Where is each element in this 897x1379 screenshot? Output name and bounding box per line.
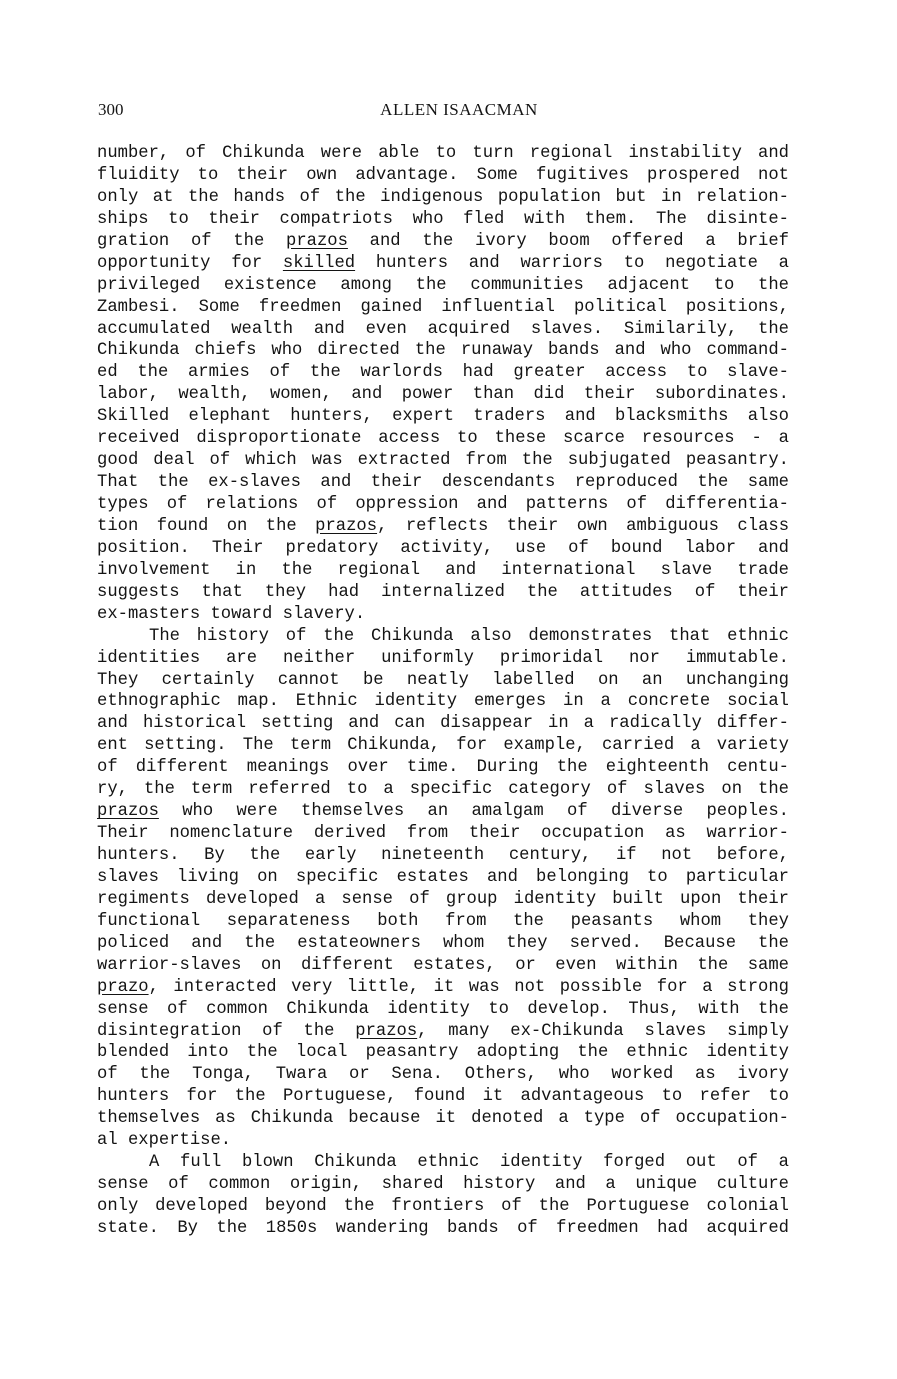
text-line: ex-masters toward slavery. <box>97 604 366 624</box>
line-text-before: opportunity for <box>97 253 283 273</box>
text-line: accumulated wealth and even acquired slaves. Similarily, the <box>97 319 789 339</box>
text-line: state. By the 1850s wandering bands of freedmen had acquired <box>97 1218 789 1238</box>
text-line: al expertise. <box>97 1131 232 1151</box>
text-line: policed and the estateowners whom they served. Because the <box>97 933 789 953</box>
text-line: Skilled elephant hunters, expert traders and blacksmiths also <box>97 407 789 427</box>
text-line: only developed beyond the frontiers of the Portuguese colonial <box>97 1197 789 1216</box>
text-line: ships to their compatriots who fled with them. The disinte- <box>97 209 789 229</box>
text-line <box>97 801 789 823</box>
text-line: types of relations of oppression and patterns of differentia- <box>97 495 789 514</box>
text-line: themselves as Chikunda because it denoted a type of occupation- <box>97 1109 789 1129</box>
text-line: hunters. By the early nineteenth century, if not before, <box>97 846 789 865</box>
page-header <box>98 100 790 124</box>
text-line: ethnographic map. Ethnic identity emerges in a concrete social <box>97 692 789 712</box>
page-number: 300 <box>98 100 124 119</box>
text-line: Zambesi. Some freedmen gained influential political positions, <box>97 297 789 317</box>
underlined-term: prazos <box>286 231 348 251</box>
text-line: fluidity to their own advantage. Some fugitives prospered not <box>97 165 789 185</box>
underlined-term: prazos <box>315 516 378 536</box>
text-line: identities are neither uniformly primoridal nor immutable. <box>97 648 789 668</box>
text-line: labor, wealth, women, and power than did their subordinates. <box>97 385 789 405</box>
line-text-before: gration of the <box>97 231 287 251</box>
text-line: functional separateness both from the peasants whom they <box>97 911 789 931</box>
text-line: warrior-slaves on different estates, or even within the same <box>97 955 789 975</box>
text-line: involvement in the regional and international slave trade <box>97 560 789 580</box>
line-text-after: and the ivory boom offered a brief <box>347 231 789 251</box>
text-line <box>97 516 789 538</box>
line-text-after: , reflects their own ambiguous class <box>377 516 789 536</box>
text-line: That the ex-slaves and their descendants reproduced the same <box>97 473 789 493</box>
line-text-before: tion found on the <box>97 516 316 536</box>
line-text-before: disintegration of the <box>97 1021 356 1041</box>
text-line: and historical setting and can disappear in a radically differ- <box>97 714 789 734</box>
text-line: privileged existence among the communities adjacent to the <box>97 275 789 295</box>
running-head: ALLEN ISAACMAN <box>380 100 538 119</box>
text-line: slaves living on specific estates and belonging to particular <box>97 867 789 887</box>
text-line: sense of common origin, shared history and a unique culture <box>97 1175 789 1195</box>
text-line: blended into the local peasantry adopting the ethnic identity <box>97 1043 789 1063</box>
text-line: position. Their predatory activity, use of bound labor and <box>97 538 789 558</box>
underlined-term: prazos <box>97 802 159 822</box>
text-line: ry, the term referred to a specific category of slaves on the <box>97 780 789 800</box>
body-text <box>97 143 789 1240</box>
text-line <box>97 231 789 253</box>
text-line: hunters for the Portuguese, found it advantageous to refer to <box>97 1087 789 1107</box>
text-line: sense of common Chikunda identity to develop. Thus, with the <box>97 999 789 1019</box>
line-text-after: , many ex-Chikunda slaves simply <box>417 1021 789 1041</box>
underlined-term: prazo <box>97 977 149 997</box>
underlined-term: prazos <box>355 1021 418 1041</box>
text-line: ed the armies of the warlords had greater access to slave- <box>97 363 789 383</box>
text-line <box>97 1021 789 1043</box>
text-line: They certainly cannot be neatly labelled on an unchanging <box>97 670 789 690</box>
text-line: suggests that they had internalized the attitudes of their <box>97 582 789 602</box>
text-line: A full blown Chikunda ethnic identity forged out of a <box>149 1153 789 1173</box>
text-line: received disproportionate access to these scarce resources - a <box>97 429 789 449</box>
text-line: number, of Chikunda were able to turn regional instability and <box>97 144 789 163</box>
text-line: Chikunda chiefs who directed the runaway bands and who command- <box>97 341 789 361</box>
text-line: of the Tonga, Twara or Sena. Others, who worked as ivory <box>97 1065 789 1085</box>
text-line: good deal of which was extracted from the subjugated peasantry. <box>97 451 789 471</box>
line-text-after: , interacted very little, it was not possible for a strong <box>148 977 789 997</box>
text-line <box>97 253 789 275</box>
text-line <box>97 977 789 999</box>
line-text-after: hunters and warriors to negotiate a <box>355 253 789 273</box>
text-line: Their nomenclature derived from their occupation as warrior- <box>97 824 789 844</box>
text-line: only at the hands of the indigenous population but in relation- <box>97 187 789 207</box>
text-line: regiments developed a sense of group identity built upon their <box>97 889 789 909</box>
text-line: The history of the Chikunda also demonstrates that ethnic <box>149 626 789 646</box>
underlined-term: skilled <box>282 253 356 273</box>
line-text-after: who were themselves an amalgam of diverse peoples. <box>158 802 789 822</box>
text-line: of different meanings over time. During the eighteenth centu- <box>97 758 789 778</box>
text-line: ent setting. The term Chikunda, for example, carried a variety <box>97 736 789 756</box>
